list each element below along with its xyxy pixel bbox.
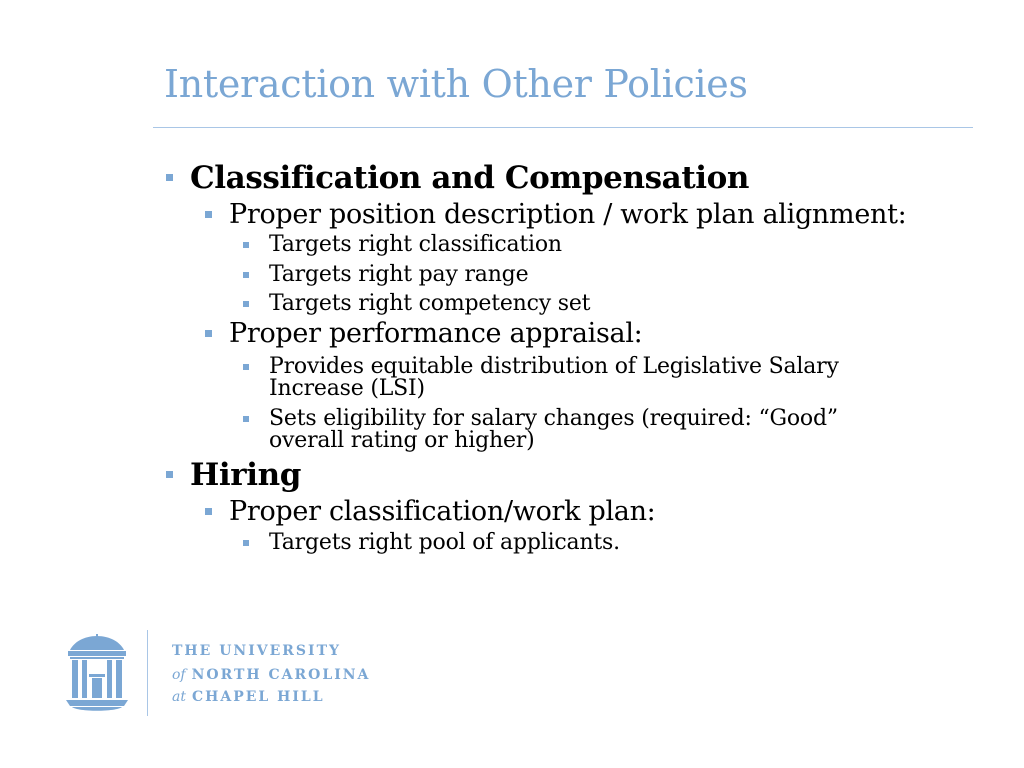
outline-item-classification <box>166 160 749 196</box>
outline-item-classification-work-plan <box>205 496 655 527</box>
outline-text: Hiring <box>190 457 301 493</box>
outline-item-competency-target <box>243 293 590 315</box>
outline-item-performance-appraisal <box>205 318 642 349</box>
outline-text: Sets eligibility for salary changes (required: “Good” overall rating or higher) <box>269 406 838 453</box>
bullet-icon <box>243 416 249 422</box>
outline-text: Targets right pool of applicants. <box>269 530 620 555</box>
wordmark-prefix: at <box>172 689 186 705</box>
outline-text: Targets right pay range <box>269 262 529 287</box>
wordmark-text: CHAPEL HILL <box>191 689 325 705</box>
outline-text: Targets right classification <box>269 232 562 257</box>
outline-text: Provides equitable distribution of Legislative Salary Increase (LSI) <box>269 354 839 401</box>
outline-text: Proper position description / work plan alignment: <box>229 199 907 230</box>
bullet-icon <box>205 330 212 337</box>
outline-item-hiring <box>166 457 301 493</box>
wordmark-text: THE UNIVERSITY <box>172 643 341 659</box>
bullet-icon <box>166 471 173 478</box>
outline-text: Classification and Compensation <box>190 160 750 196</box>
university-wordmark-line3 <box>172 689 325 705</box>
bullet-icon <box>243 242 249 248</box>
outline-item-classification-target <box>243 234 562 256</box>
outline-item-lsi-distribution <box>243 356 893 400</box>
outline-text: Targets right competency set <box>269 291 591 316</box>
wordmark-prefix: of <box>172 667 186 683</box>
outline-item-applicant-pool <box>243 532 620 554</box>
bullet-icon <box>243 364 249 370</box>
slide-title: Interaction with Other Policies <box>164 62 748 106</box>
outline-text: Proper classification/work plan: <box>229 496 656 527</box>
outline-item-position-description <box>205 199 906 230</box>
bullet-icon <box>205 211 212 218</box>
wordmark-text: NORTH CAROLINA <box>191 667 371 683</box>
outline-item-pay-range-target <box>243 264 528 286</box>
outline-item-salary-eligibility <box>243 408 893 452</box>
university-wordmark-line1 <box>172 643 341 659</box>
bullet-icon <box>166 174 173 181</box>
bullet-icon <box>243 301 249 307</box>
bullet-icon <box>205 508 212 515</box>
bullet-icon <box>243 272 249 278</box>
footer-divider <box>147 630 148 716</box>
old-well-logo-icon <box>66 634 128 712</box>
university-wordmark-line2 <box>172 667 370 683</box>
outline-text: Proper performance appraisal: <box>229 318 643 349</box>
bullet-icon <box>243 540 249 546</box>
